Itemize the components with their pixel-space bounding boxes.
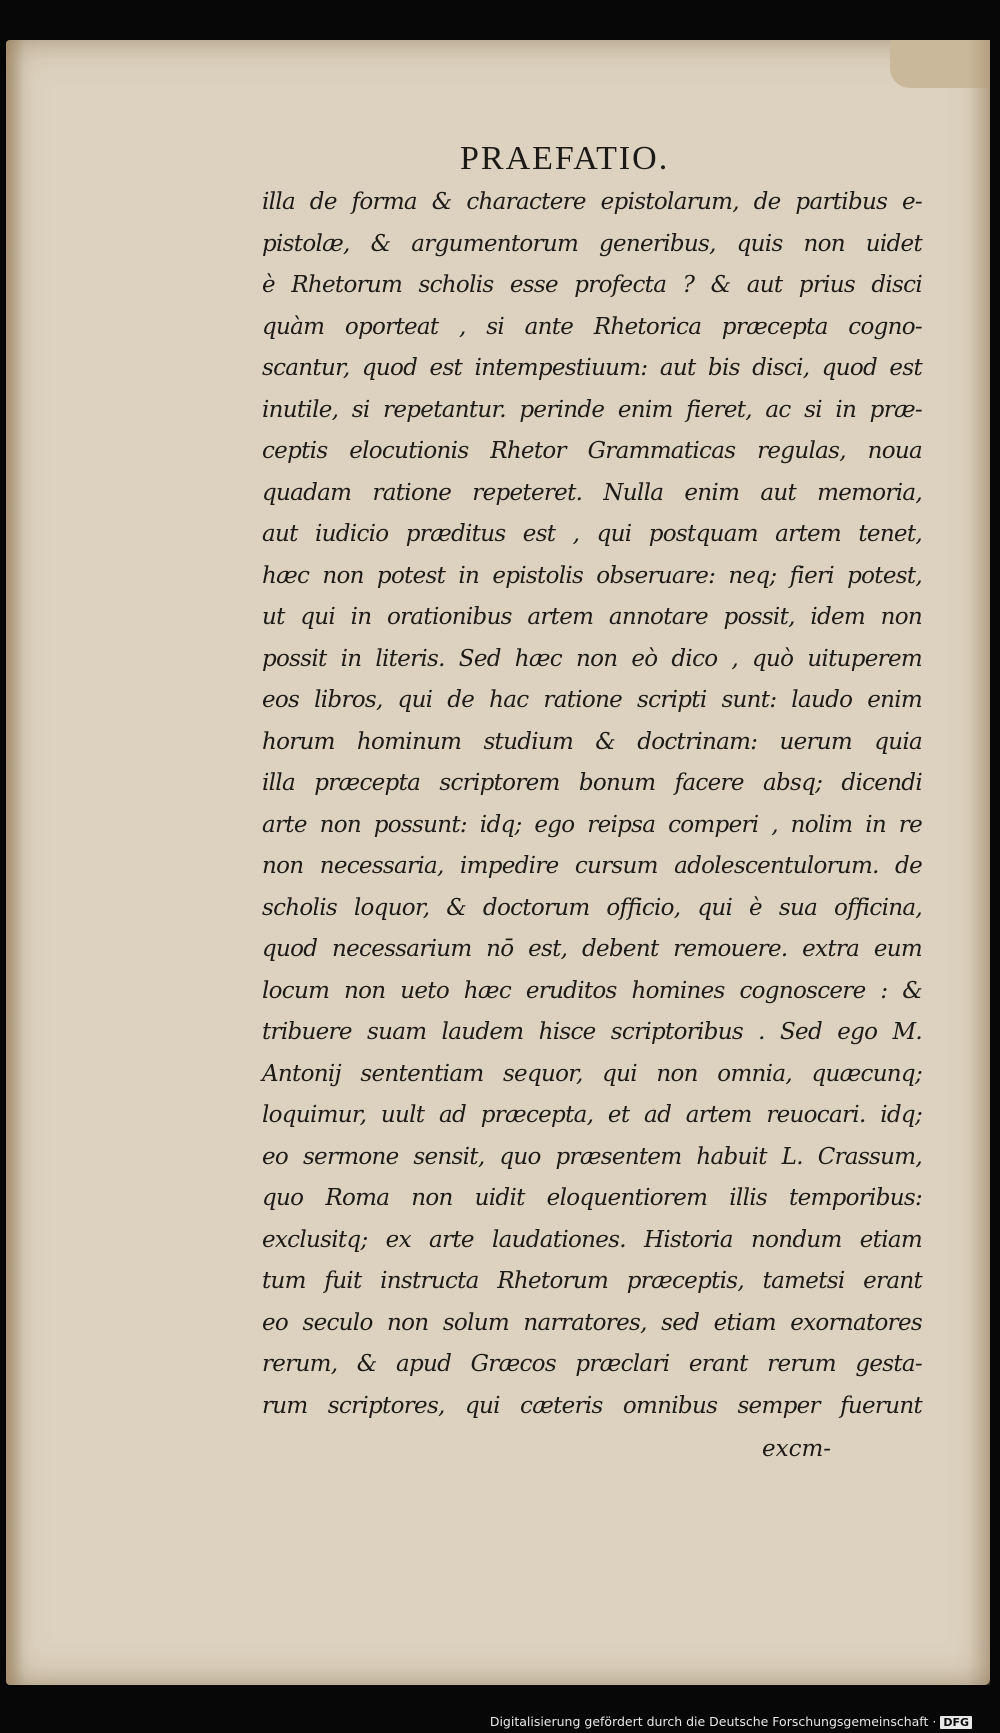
- text-line: scholis loquor, & doctorum officio, qui è sua officina,: [262, 894, 922, 921]
- text-line: quo Roma non uidit eloquentiorem illis temporibus:: [262, 1185, 922, 1211]
- running-head: PRAEFATIO.: [460, 140, 670, 177]
- text-line: non necessaria, impedire cursum adolescentulorum. de: [262, 853, 922, 879]
- text-line: eo sermone sensit, quo præsentem habuit L. Crassum,: [262, 1143, 922, 1170]
- text-line: tum fuit instructa Rhetorum præceptis, tametsi erant: [262, 1268, 922, 1294]
- text-line: quadam ratione repeteret. Nulla enim aut memoria,: [262, 479, 922, 506]
- text-line: quàm oporteat , si ante Rhetorica præcepta cogno-: [262, 313, 922, 340]
- text-line: ceptis elocutionis Rhetor Grammaticas regulas, noua: [262, 438, 922, 464]
- text-line: rum scriptores, qui cæteris omnibus semper fuerunt: [262, 1392, 922, 1419]
- text-line: eo seculo non solum narratores, sed etiam exornatores: [262, 1309, 922, 1336]
- text-line: eos libros, qui de hac ratione scripti sunt: laudo enim: [262, 687, 922, 713]
- text-line: arte non possunt: idq; ego reipsa comperi , nolim in re: [262, 811, 922, 838]
- digitization-credit: [490, 1714, 972, 1729]
- text-line: rerum, & apud Græcos præclari erant rerum gesta-: [262, 1351, 922, 1377]
- text-line: illa de forma & charactere epistolarum, de partibus e-: [262, 189, 922, 215]
- page-body-text: [262, 182, 922, 1427]
- text-line: aut iudicio præditus est , qui postquam artem tenet,: [262, 521, 922, 547]
- text-line: ut qui in orationibus artem annotare possit, idem non: [262, 604, 922, 630]
- text-line: horum hominum studium & doctrinam: uerum quia: [262, 728, 922, 755]
- credit-text: Digitalisierung gefördert durch die Deutsche Forschungsgemeinschaft ·: [489, 1714, 937, 1729]
- text-line: illa præcepta scriptorem bonum facere absq; dicendi: [262, 770, 922, 796]
- text-line: pistolæ, & argumentorum generibus, quis non uidet: [262, 230, 922, 257]
- text-line: locum non ueto hæc eruditos homines cognoscere : &: [262, 977, 922, 1004]
- text-line: tribuere suam laudem hisce scriptoribus . Sed ego M.: [262, 1019, 922, 1045]
- text-line: inutile, si repetantur. perinde enim fieret, ac si in præ-: [262, 396, 922, 423]
- page-corner: [890, 40, 990, 88]
- catchword: excm-: [762, 1436, 832, 1462]
- text-line: loquimur, uult ad præcepta, et ad artem reuocari. idq;: [262, 1102, 922, 1128]
- text-line: hæc non potest in epistolis obseruare: neq; fieri potest,: [262, 562, 922, 589]
- text-line: Antonij sententiam sequor, qui non omnia, quæcunq;: [262, 1060, 922, 1087]
- text-line: quod necessarium nō est, debent remouere. extra eum: [262, 936, 922, 962]
- text-line: possit in literis. Sed hæc non eò dico , quò uituperem: [262, 645, 922, 672]
- dfg-logo: DFG: [940, 1716, 972, 1729]
- text-line: scantur, quod est intempestiuum: aut bis disci, quod est: [262, 355, 922, 381]
- text-line: è Rhetorum scholis esse profecta ? & aut prius disci: [262, 272, 922, 298]
- text-line: exclusitq; ex arte laudationes. Historia nondum etiam: [262, 1226, 922, 1253]
